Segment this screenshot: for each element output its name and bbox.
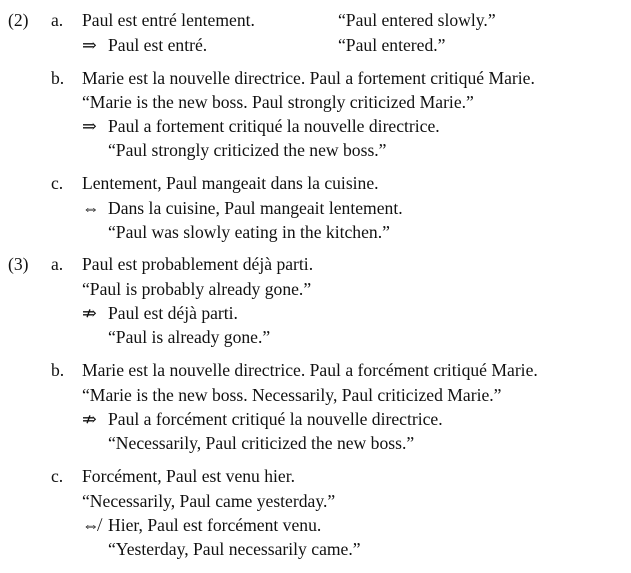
example-gloss: “Necessarily, Paul came yesterday.” <box>82 491 336 511</box>
item-letter: b. <box>51 360 65 380</box>
non-implication-arrow-icon: ⇏ <box>82 303 97 323</box>
example-gloss: “Paul was slowly eating in the kitchen.” <box>108 222 390 242</box>
example-gloss: “Necessarily, Paul criticized the new boss.” <box>108 433 415 453</box>
example-sentence: Marie est la nouvelle directrice. Paul a forcément critiqué Marie. <box>82 360 538 380</box>
example-sentence: Forcément, Paul est venu hier. <box>82 466 296 486</box>
item-letter: a. <box>51 10 64 30</box>
item-letter: c. <box>51 466 64 486</box>
implication-arrow-icon: ⇒ <box>82 116 97 136</box>
non-equivalence-arrow-icon: ⇎ <box>82 515 100 535</box>
example-gloss: “Yesterday, Paul necessarily came.” <box>108 539 361 559</box>
example-number: (2) <box>8 10 29 30</box>
item-letter: c. <box>51 173 64 193</box>
example-gloss: “Marie is the new boss. Paul strongly criticized Marie.” <box>82 92 474 112</box>
example-gloss: “Paul is already gone.” <box>108 327 271 347</box>
non-implication-arrow-icon: ⇏ <box>82 409 97 429</box>
example-gloss: “Paul is probably already gone.” <box>82 279 312 299</box>
equivalence-arrow-icon: ⇔ <box>82 198 100 218</box>
example-gloss: “Marie is the new boss. Necessarily, Paul criticized Marie.” <box>82 385 502 405</box>
item-letter: b. <box>51 68 65 88</box>
example-sentence: Paul est déjà parti. <box>108 303 238 323</box>
example-gloss: “Paul entered.” <box>338 35 446 55</box>
example-sentence: Paul a forcément critiqué la nouvelle directrice. <box>108 409 443 429</box>
example-sentence: Lentement, Paul mangeait dans la cuisine. <box>82 173 379 193</box>
implication-arrow-icon: ⇒ <box>82 35 97 55</box>
example-sentence: Paul est probablement déjà parti. <box>82 254 314 274</box>
item-letter: a. <box>51 254 64 274</box>
example-sentence: Dans la cuisine, Paul mangeait lentement. <box>108 198 403 218</box>
example-gloss: “Paul strongly criticized the new boss.” <box>108 140 387 160</box>
example-sentence: Paul est entré lentement. <box>82 10 255 30</box>
example-sentence: Hier, Paul est forcément venu. <box>108 515 322 535</box>
example-gloss: “Paul entered slowly.” <box>338 10 496 30</box>
example-sentence: Marie est la nouvelle directrice. Paul a fortement critiqué Marie. <box>82 68 535 88</box>
example-sentence: Paul est entré. <box>108 35 208 55</box>
example-sentence: Paul a fortement critiqué la nouvelle directrice. <box>108 116 440 136</box>
example-number: (3) <box>8 254 29 274</box>
